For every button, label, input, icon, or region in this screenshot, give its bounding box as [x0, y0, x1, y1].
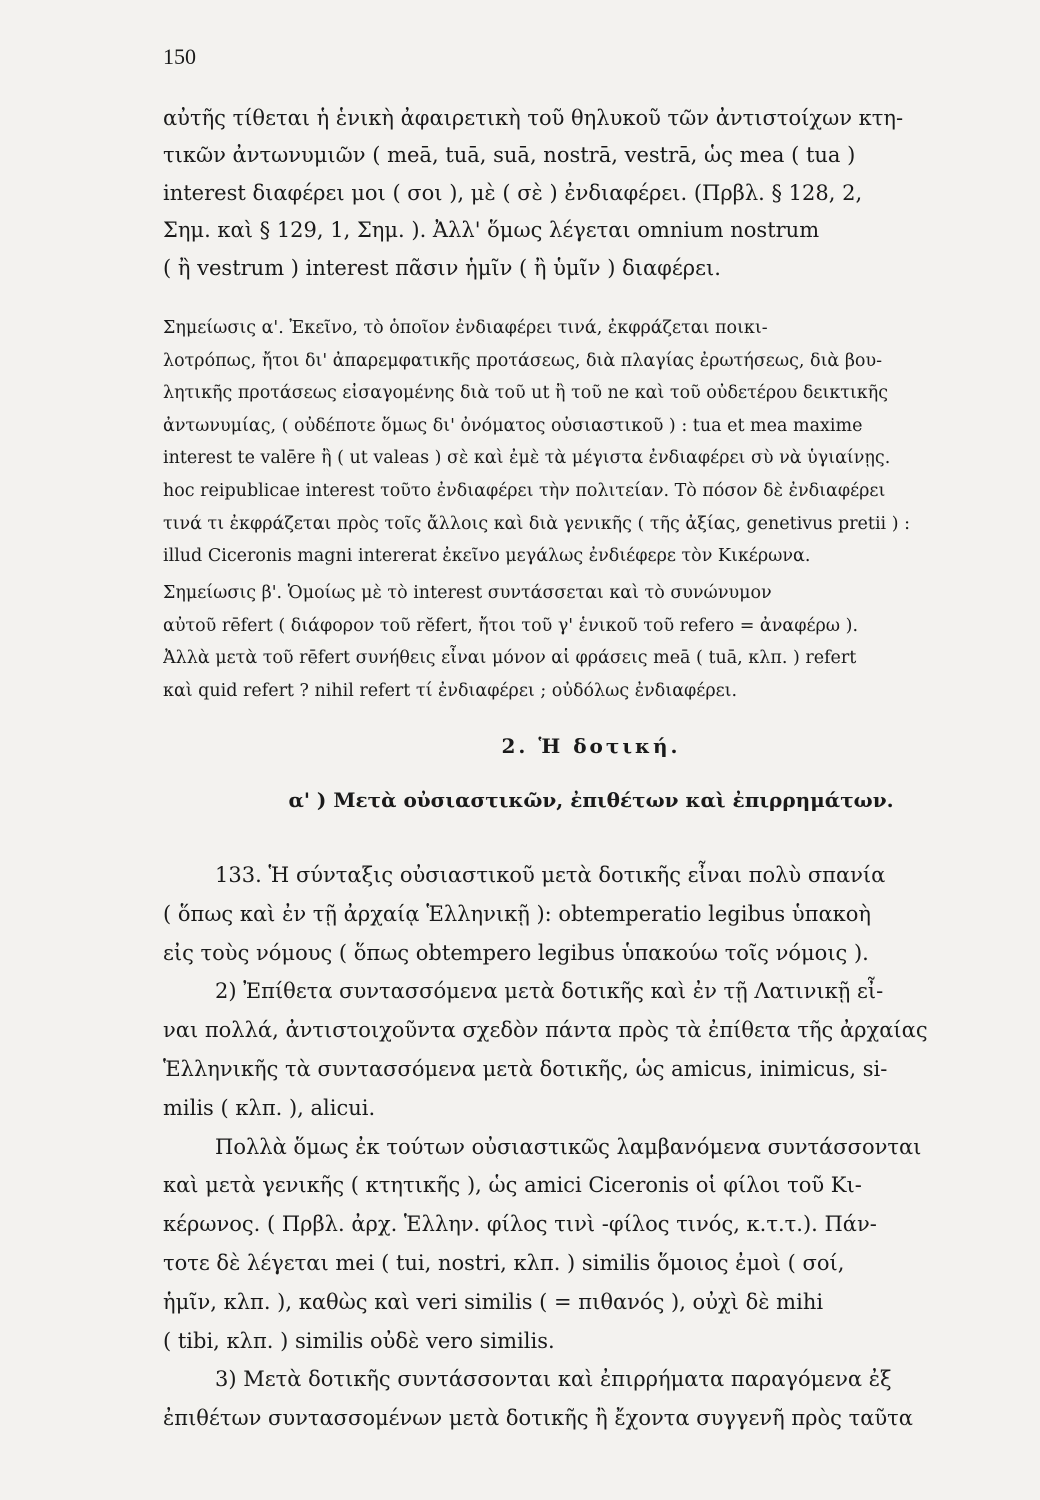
text-line: milis ( κλπ. ), alicui. — [163, 1095, 376, 1120]
text-line: ἐπιθέτων συντασσομένων μετὰ δοτικῆς ἢ ἔχοντα συγγενῆ πρὸς ταῦτα — [163, 1406, 913, 1431]
text-line: 2) Ἐπίθετα συντασσόμενα μετὰ δοτικῆς καὶ ἐν τῇ Λατινικῇ εἶ- — [215, 979, 884, 1004]
text-line: ( tibi, κλπ. ) similis οὐδὲ vero similis. — [163, 1328, 555, 1353]
text-line: καὶ μετὰ γενικῆς ( κτητικῆς ), ὡς amici Ciceronis οἱ φίλοι τοῦ Κι- — [163, 1173, 862, 1198]
text-line: καὶ quid refert ? nihil refert τί ἐνδιαφέρει ; οὐδόλως ἐνδιαφέρει. — [163, 680, 738, 701]
text-line: illud Ciceronis magni intererat ἐκεῖνο μεγάλως ἐνδιέφερε τὸν Κικέρωνα. — [163, 546, 811, 567]
text-line: τικῶν ἀντωνυμιῶν ( meā, tuā, suā, nostrā, vestrā, ὡς mea ( tua ) — [163, 143, 856, 168]
text-line: Ἑλληνικῆς τὰ συντασσόμενα μετὰ δοτικῆς, ὡς amicus, inimicus, si- — [163, 1056, 888, 1081]
subsection-heading: α' ) Μετὰ οὐσιαστικῶν, ἐπιθέτων καὶ ἐπιρρημάτων. — [288, 788, 894, 812]
text-line: Σημείωσις β'. Ὁμοίως μὲ τὸ interest συντάσσεται καὶ τὸ συνώνυμον — [163, 583, 772, 603]
page-number: 150 — [163, 44, 196, 69]
text-line: ( ἢ vestrum ) interest πᾶσιν ἡμῖν ( ἢ ὑμῖν ) διαφέρει. — [163, 255, 721, 280]
paragraph-133 — [163, 856, 1019, 1438]
text-line: ἡμῖν, κλπ. ), καθὼς καὶ veri similis ( = πιθανός ), οὐχὶ δὲ mihi — [163, 1289, 824, 1314]
text-line: Ἀλλὰ μετὰ τοῦ rēfert συνήθεις εἶναι μόνον αἱ φράσεις meā ( tuā, κλπ. ) refert — [163, 648, 857, 669]
text-line: interest διαφέρει μοι ( σοι ), μὲ ( σὲ ) ἐνδιαφέρει. (Πρβλ. § 128, 2, — [163, 180, 863, 205]
paragraph-intro — [163, 100, 1019, 287]
text-line: 133. Ἡ σύνταξις οὐσιαστικοῦ μετὰ δοτικῆς εἶναι πολὺ σπανία — [215, 863, 886, 887]
text-line: Σημ. καὶ § 129, 1, Σημ. ). Ἀλλ' ὅμως λέγεται omnium nostrum — [163, 218, 820, 243]
text-line: αὐτῆς τίθεται ἡ ἑνικὴ ἀφαιρετικὴ τοῦ θηλυκοῦ τῶν ἀντιστοίχων κτη- — [163, 106, 904, 130]
text-line: λοτρόπως, ἤτοι δι' ἀπαρεμφατικῆς προτάσεως, διὰ πλαγίας ἐρωτήσεως, διὰ βου- — [163, 350, 883, 371]
text-line: τοτε δὲ λέγεται mei ( tui, nostri, κλπ. ) similis ὅμοιος ἐμοὶ ( σοί, — [163, 1250, 845, 1275]
text-line: ἀντωνυμίας, ( οὐδέποτε ὅμως δι' ὀνόματος οὐσιαστικοῦ ) : tua et mea maxime — [163, 415, 863, 436]
text-line: κέρωνος. ( Πρβλ. ἀρχ. Ἑλλην. φίλος τινὶ -φίλος τινός, κ.τ.τ.). Πάν- — [163, 1212, 877, 1237]
text-line: hoc reipublicae interest τοῦτο ἐνδιαφέρει τὴν πολιτείαν. Τὸ πόσον δὲ ἐνδιαφέρει — [163, 480, 886, 501]
text-line: Σημείωσις α'. Ἐκεῖνο, τὸ ὁποῖον ἐνδιαφέρει τινά, ἐκφράζεται ποικι- — [163, 318, 768, 338]
text-line: τινά τι ἐκφράζεται πρὸς τοῖς ἄλλοις καὶ διὰ γενικῆς ( τῆς ἀξίας, genetivus pretii ) : — [163, 513, 910, 534]
text-line: ναι πολλά, ἀντιστοιχοῦντα σχεδὸν πάντα πρὸς τὰ ἐπίθετα τῆς ἀρχαίας — [163, 1018, 928, 1043]
section-heading: 2. Ἡ δοτική. — [501, 734, 681, 758]
text-line: Πολλὰ ὅμως ἐκ τούτων οὐσιαστικῶς λαμβανόμενα συντάσσονται — [215, 1134, 922, 1159]
note-alpha — [163, 312, 1019, 573]
text-line: εἰς τοὺς νόμους ( ὅπως obtempero legibus ὑπακούω τοῖς νόμοις ). — [163, 940, 869, 965]
text-line: ( ὅπως καὶ ἐν τῇ ἀρχαίᾳ Ἑλληνικῇ ): obtemperatio legibus ὑπακοὴ — [163, 901, 871, 926]
text-line: 3) Μετὰ δοτικῆς συντάσσονται καὶ ἐπιρρήματα παραγόμενα ἐξ — [215, 1367, 892, 1392]
text-line: λητικῆς προτάσεως εἰσαγομένης διὰ τοῦ ut ἢ τοῦ ne καὶ τοῦ οὐδετέρου δεικτικῆς — [163, 383, 889, 404]
note-beta — [163, 577, 1019, 707]
text-line: interest te valēre ἢ ( ut valeas ) σὲ καὶ ἐμὲ τὰ μέγιστα ἐνδιαφέρει σὺ νὰ ὑγιαίνῃς. — [163, 448, 891, 469]
text-line: αὐτοῦ rēfert ( διάφορον τοῦ rĕfert, ἤτοι τοῦ γ' ἑνικοῦ τοῦ refero = ἀναφέρω ). — [163, 615, 859, 636]
